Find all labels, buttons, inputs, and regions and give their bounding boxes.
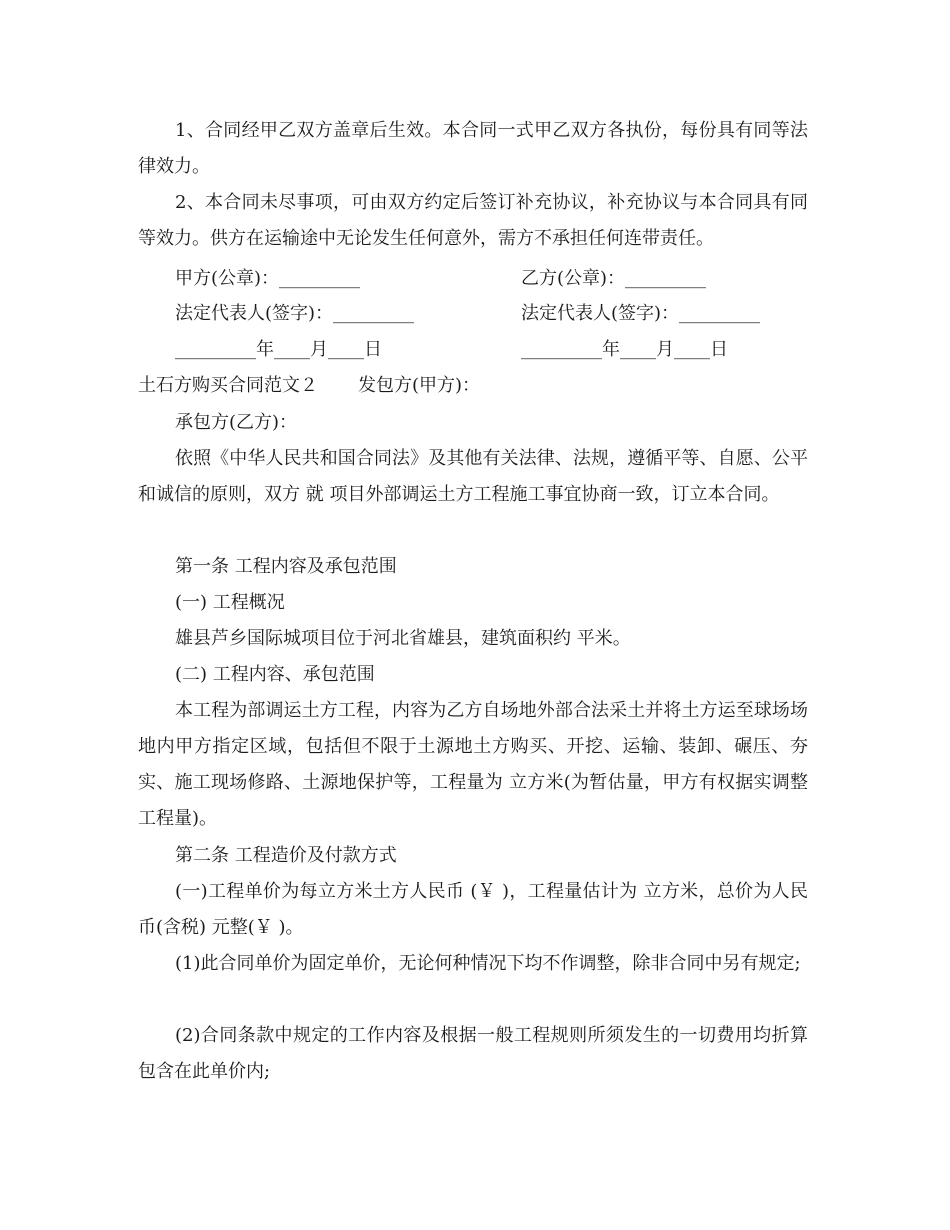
party-b-seal: 乙方(公章)：_________ [521, 268, 707, 289]
party-b-representative: 法定代表人(签字)：_________ [521, 303, 761, 324]
party-b-date: _________年____月____日 [521, 339, 728, 360]
party-a-seal: 甲方(公章)：_________ [175, 268, 361, 289]
contract2-intro: 依照《中华人民共和国合同法》及其他有关法律、法规，遵循平等、自愿、公平和诚信的原则，双方 就 项目外部调运土方工程施工事宜协商一致，订立本合同。 [138, 448, 808, 505]
party-a-date: _________年____月____日 [175, 339, 382, 360]
item-1: (1)此合同单价为固定单价，无论何种情况下均不作调整，除非合同中另有规定; [175, 953, 801, 974]
section1-title: (一) 工程概况 [175, 592, 285, 613]
employer-label: 发包方(甲方)： [358, 375, 481, 396]
clause-supplement: 2、本合同未尽事项，可由双方约定后签订补充协议，补充协议与本合同具有同等效力。供方在运输途中无论发生任何意外，需方不承担任何连带责任。 [138, 192, 808, 249]
item-2: (2)合同条款中规定的工作内容及根据一般工程规则所须发生的一切费用均折算包含在此单价内; [138, 1025, 808, 1082]
section1-text: 雄县芦乡国际城项目位于河北省雄县，建筑面积约 平米。 [175, 628, 631, 649]
article1-title: 第一条 工程内容及承包范围 [175, 556, 397, 577]
contract2-title: 土石方购买合同范文２ [138, 375, 318, 396]
price-clause: (一)工程单价为每立方米土方人民币 (￥ )，工程量估计为 立方米，总价为人民币(含税) 元整(￥ )。 [138, 881, 808, 938]
clause-effectiveness: 1、合同经甲乙双方盖章后生效。本合同一式甲乙双方各执份，每份具有同等法律效力。 [138, 120, 808, 177]
contract2-title-line [138, 368, 480, 404]
contractor-label: 承包方(乙方)： [175, 412, 298, 433]
section2-text: 本工程为部调运土方工程，内容为乙方自场地外部合法采土并将土方运至球场场地内甲方指定区域，包括但不限于土源地土方购买、开挖、运输、装卸、碾压、夯实、施工现场修路、土源地保护等，工程量为 立方米(为暂估量，甲方有权据实调整工程量)。 [138, 700, 808, 829]
party-a-representative: 法定代表人(签字)：_________ [175, 303, 415, 324]
article2-title: 第二条 工程造价及付款方式 [175, 845, 397, 866]
section2-title: (二) 工程内容、承包范围 [175, 664, 375, 685]
